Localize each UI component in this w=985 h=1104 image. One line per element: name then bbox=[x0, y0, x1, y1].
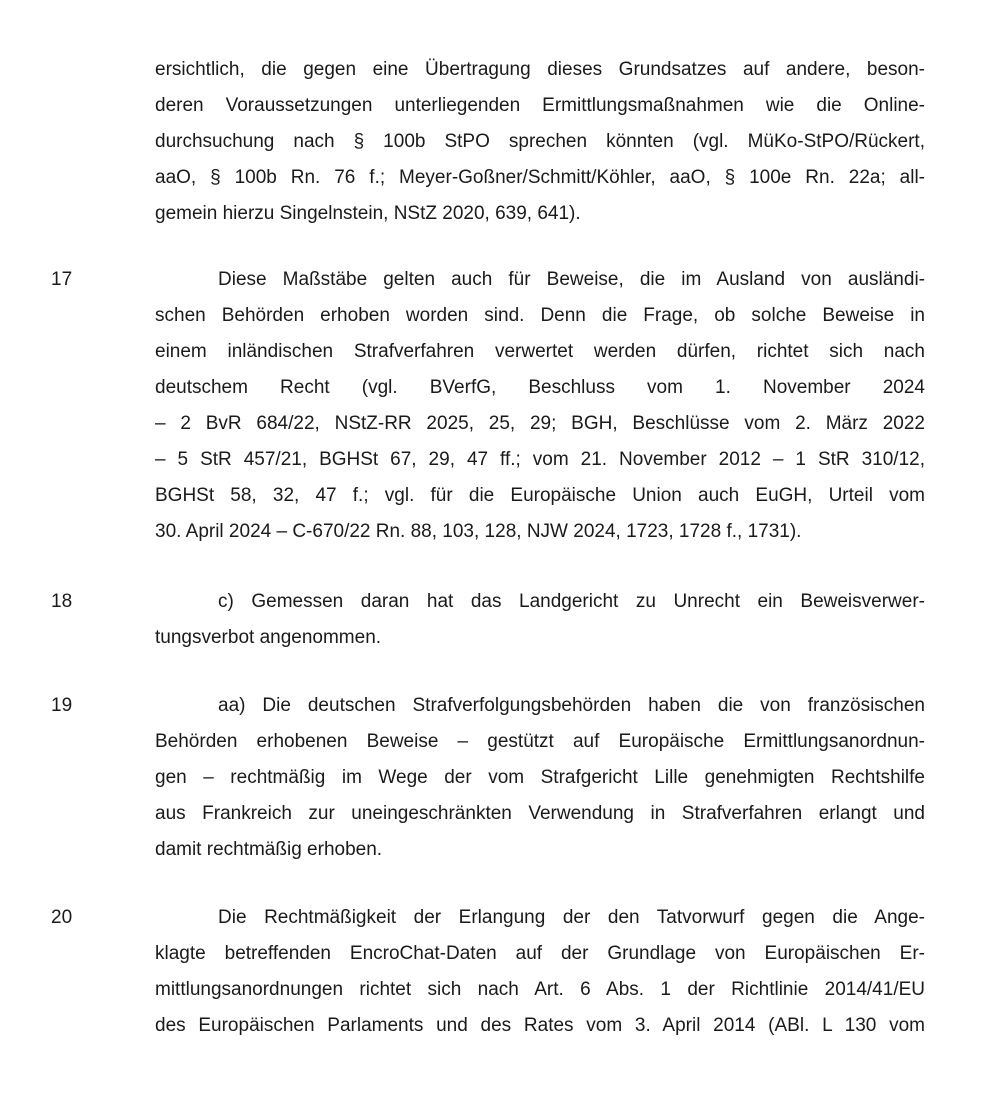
paragraph-number: 20 bbox=[51, 907, 73, 928]
paragraph-line: aus Frankreich zur uneingeschränkten Verwendung in Strafverfahren erlangt und bbox=[155, 803, 925, 824]
paragraph-line: aaO, § 100b Rn. 76 f.; Meyer-Goßner/Schmitt/Köhler, aaO, § 100e Rn. 22a; all- bbox=[155, 167, 925, 188]
paragraph-line: Behörden erhobenen Beweise – gestützt auf Europäische Ermittlungsanordnun- bbox=[155, 731, 925, 752]
paragraph-line: ersichtlich, die gegen eine Übertragung dieses Grundsatzes auf andere, beson- bbox=[155, 59, 925, 80]
paragraph-line: durchsuchung nach § 100b StPO sprechen könnten (vgl. MüKo-StPO/Rückert, bbox=[155, 131, 925, 152]
continuation-paragraph bbox=[155, 52, 925, 232]
paragraph-line: – 2 BvR 684/22, NStZ-RR 2025, 25, 29; BGH, Beschlüsse vom 2. März 2022 bbox=[155, 413, 925, 434]
paragraph-line: mittlungsanordnungen richtet sich nach Art. 6 Abs. 1 der Richtlinie 2014/41/EU bbox=[155, 979, 925, 1000]
paragraph-line: tungsverbot angenommen. bbox=[155, 627, 382, 648]
paragraph-20 bbox=[155, 900, 925, 1044]
paragraph-line: klagte betreffenden EncroChat-Daten auf der Grundlage von Europäischen Er- bbox=[155, 943, 925, 964]
paragraph-line: schen Behörden erhoben worden sind. Denn die Frage, ob solche Beweise in bbox=[155, 305, 925, 326]
paragraph-line: deutschem Recht (vgl. BVerfG, Beschluss vom 1. November 2024 bbox=[155, 377, 925, 398]
paragraph-line: Die Rechtmäßigkeit der Erlangung der den Tatvorwurf gegen die Ange- bbox=[218, 907, 925, 928]
paragraph-line: 30. April 2024 – C-670/22 Rn. 88, 103, 128, NJW 2024, 1723, 1728 f., 1731). bbox=[155, 521, 802, 542]
paragraph-number: 18 bbox=[51, 591, 73, 612]
paragraph-line: BGHSt 58, 32, 47 f.; vgl. für die Europäische Union auch EuGH, Urteil vom bbox=[155, 485, 925, 506]
paragraph-line: deren Voraussetzungen unterliegenden Ermittlungsmaßnahmen wie die Online- bbox=[155, 95, 925, 116]
paragraph-line: gemein hierzu Singelnstein, NStZ 2020, 639, 641). bbox=[155, 203, 581, 224]
paragraph-line: damit rechtmäßig erhoben. bbox=[155, 839, 383, 860]
paragraph-line: einem inländischen Strafverfahren verwertet werden dürfen, richtet sich nach bbox=[155, 341, 925, 362]
paragraph-18 bbox=[155, 584, 925, 656]
paragraph-17 bbox=[155, 262, 925, 550]
paragraph-19 bbox=[155, 688, 925, 868]
paragraph-line: des Europäischen Parlaments und des Rates vom 3. April 2014 (ABl. L 130 vom bbox=[155, 1015, 925, 1036]
paragraph-number: 17 bbox=[51, 269, 73, 290]
paragraph-number: 19 bbox=[51, 695, 73, 716]
paragraph-line: gen – rechtmäßig im Wege der vom Strafgericht Lille genehmigten Rechtshilfe bbox=[155, 767, 925, 788]
paragraph-line: – 5 StR 457/21, BGHSt 67, 29, 47 ff.; vom 21. November 2012 – 1 StR 310/12, bbox=[155, 449, 925, 470]
paragraph-line: aa) Die deutschen Strafverfolgungsbehörden haben die von französischen bbox=[218, 695, 925, 716]
paragraph-line: c) Gemessen daran hat das Landgericht zu Unrecht ein Beweisverwer- bbox=[218, 591, 925, 612]
paragraph-line: Diese Maßstäbe gelten auch für Beweise, die im Ausland von ausländi- bbox=[218, 269, 925, 290]
